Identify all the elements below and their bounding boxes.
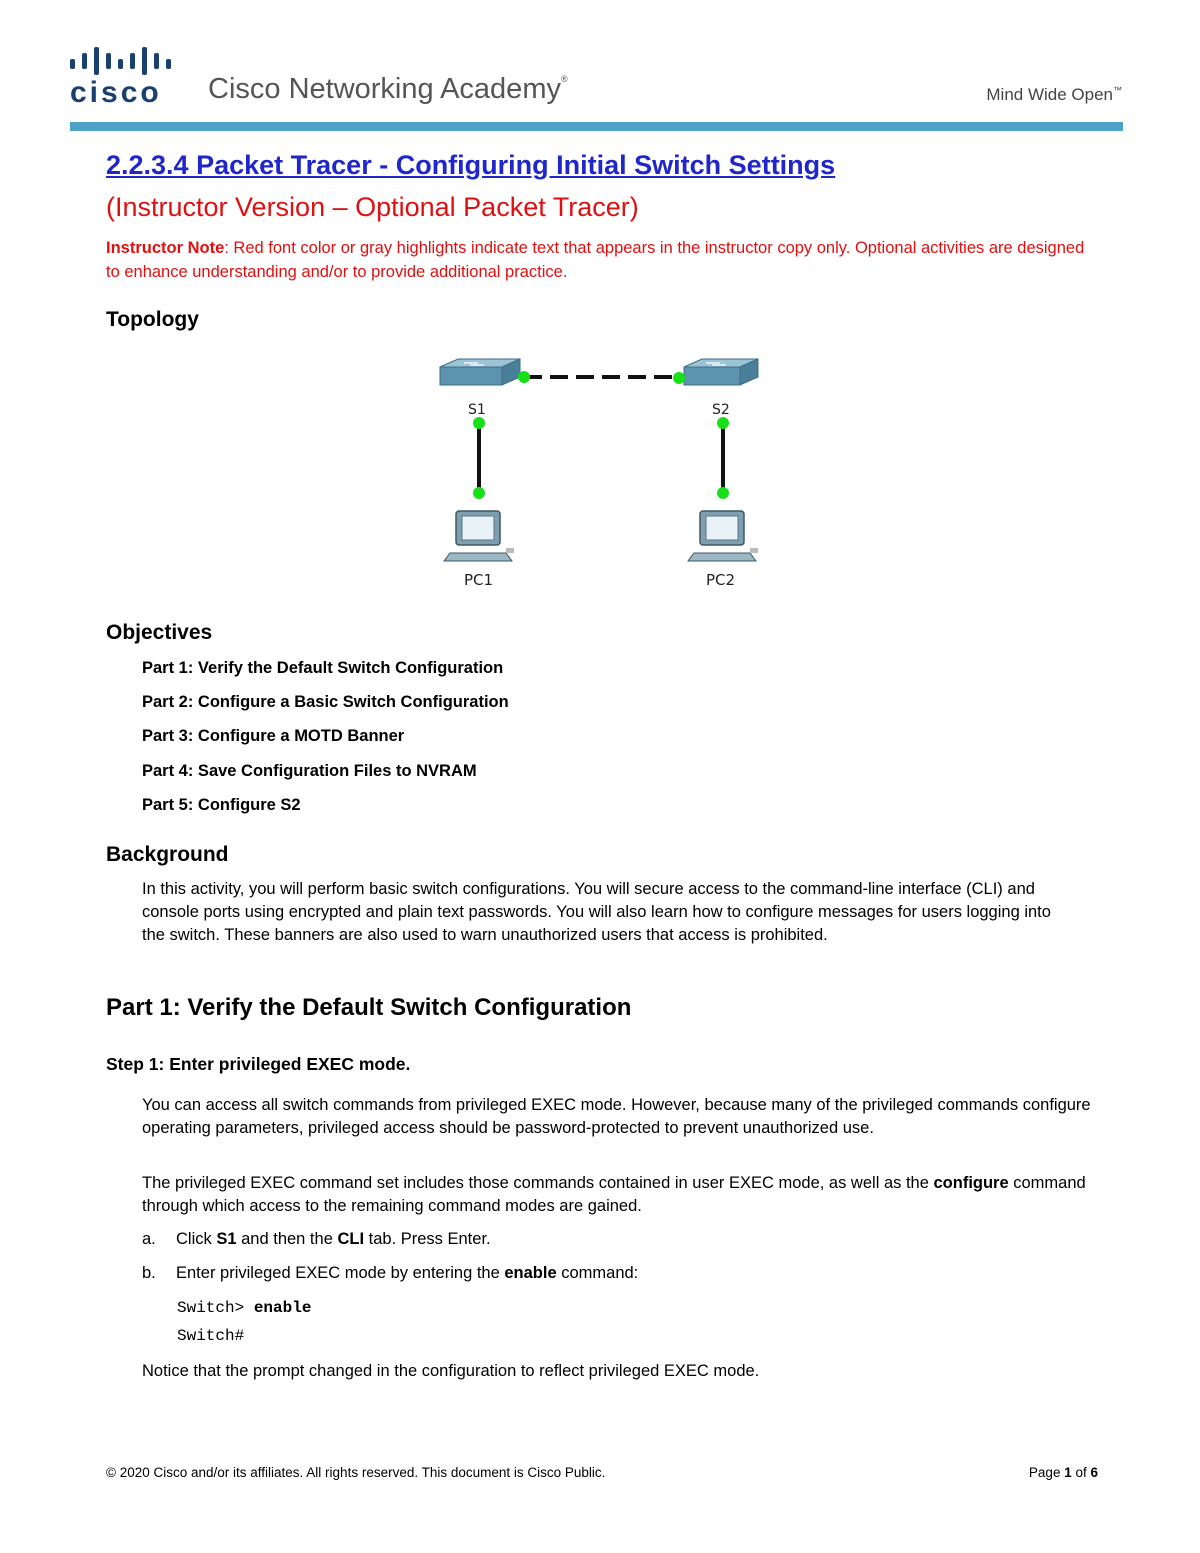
objective-item: Part 3: Configure a MOTD Banner [142, 727, 405, 745]
link-status-dot [473, 417, 485, 429]
s2-label: S2 [712, 402, 730, 418]
objective-item: Part 4: Save Configuration Files to NVRAM [142, 762, 477, 780]
topology-heading: Topology [106, 308, 199, 331]
header-divider [70, 122, 1123, 131]
link-status-dot [473, 487, 485, 499]
objective-item: Part 5: Configure S2 [142, 796, 301, 814]
footer-copyright: © 2020 Cisco and/or its affiliates. All rights reserved. This document is Cisco Public. [106, 1465, 606, 1480]
objective-item: Part 2: Configure a Basic Switch Configuration [142, 693, 509, 711]
step1-para2: The privileged EXEC command set includes those commands contained in user EXEC mode, as well as the configure command through which access to the remaining command modes are gained. [142, 1174, 1086, 1215]
page-title: 2.2.3.4 Packet Tracer - Configuring Initial Switch Settings [106, 150, 836, 180]
pc2-label: PC2 [706, 571, 736, 589]
s1-label: S1 [468, 402, 486, 418]
list-item-a: a. Click S1 and then the CLI tab. Press Enter. [142, 1230, 491, 1248]
switch-s2-icon [684, 359, 758, 385]
tagline: Mind Wide Open™ [986, 85, 1122, 104]
code-line: Switch> enable [177, 1299, 312, 1317]
background-text: In this activity, you will perform basic switch configurations. You will secure access to the command-line interface (CLI) and console ports using encrypted and plain text passwords. You will also learn how to configure messages for users logging into the switch. These banners are also used to warn unauthorized users that access is prohibited. [142, 880, 1051, 944]
link-status-dot [717, 417, 729, 429]
academy-name: Cisco Networking Academy® [208, 73, 568, 105]
step1-para1: You can access all switch commands from privileged EXEC mode. However, because many of the privileged commands configure operating parameters, privileged access should be password-protected to prevent unauthorized use. [142, 1096, 1091, 1137]
code-line: Switch# [177, 1327, 245, 1345]
link-status-dot [673, 372, 685, 384]
step1-heading: Step 1: Enter privileged EXEC mode. [106, 1054, 411, 1074]
part1-heading: Part 1: Verify the Default Switch Configuration [106, 994, 632, 1021]
page-subtitle: (Instructor Version – Optional Packet Tracer) [106, 192, 639, 222]
step1-notice: Notice that the prompt changed in the configuration to reflect privileged EXEC mode. [142, 1362, 760, 1380]
pc1-icon [444, 511, 514, 561]
instructor-note: Instructor Note: Red font color or gray highlights indicate text that appears in the instructor copy only. Optional activities are designed to enhance understanding and/or to provide additional practice. [106, 239, 1085, 281]
objective-item: Part 1: Verify the Default Switch Configuration [142, 659, 504, 677]
background-heading: Background [106, 843, 229, 866]
pc1-label: PC1 [464, 571, 494, 589]
cisco-logo-bars-icon [70, 47, 180, 75]
page-number: Page 1 of 6 [1028, 1465, 1098, 1480]
link-status-dot [717, 487, 729, 499]
topology-diagram [420, 345, 800, 595]
cisco-logo-wordmark: cisco [70, 76, 162, 109]
pc2-icon [688, 511, 758, 561]
objectives-heading: Objectives [106, 621, 213, 644]
list-item-b: b. Enter privileged EXEC mode by entering the enable command: [142, 1264, 639, 1282]
link-status-dot [518, 371, 530, 383]
switch-s1-icon [440, 359, 520, 385]
